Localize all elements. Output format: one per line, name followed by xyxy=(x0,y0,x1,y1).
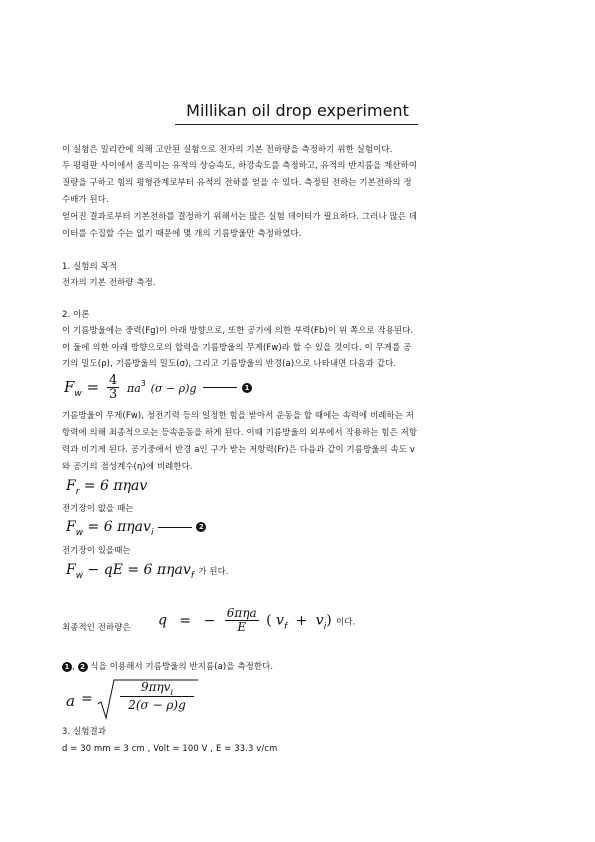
eq6-num-sub: i xyxy=(170,688,174,697)
eq4-lhs: F xyxy=(66,562,76,578)
label-no-field: 전기장이 없을 때는 xyxy=(62,503,134,513)
eq6-equals: = xyxy=(81,691,93,707)
intro-line-5: 얻어진 결과로부터 기본전하를 결정하기 위해서는 많은 실험 데이터가 필요하다. 그러나 많은 데 xyxy=(62,211,418,221)
eq5-frac-num: 6πηa xyxy=(226,606,257,620)
eq1-frac-den: 3 xyxy=(108,387,118,402)
intro-line-4: 수배가 된다. xyxy=(62,194,109,204)
theory-line-2: 이 둘에 의한 아래 방향으로의 합력을 기름방울의 무게(Fw)라 할 수 있을 것이다. 이 무게를 공 xyxy=(62,342,412,352)
eq4-lhs-sub: w xyxy=(75,571,84,581)
eq6-den: 2(σ − ρ)g xyxy=(120,696,194,712)
drag-line-3: 력과 비기게 된다. 공기중에서 반경 a인 구가 받는 저항력(Fr)은 다음과 같이 기름방울의 속도 v xyxy=(62,444,415,454)
equation-weight xyxy=(64,374,252,401)
eq5-v1: v xyxy=(276,612,284,629)
intro-line-6: 이터를 수집할 수는 없기 때문에 몇 개의 기름방울만 측정하였다. xyxy=(62,228,302,238)
section1-text: 전자의 기본 전하량 측정. xyxy=(62,277,156,287)
eq3-rhs-sub: i xyxy=(150,528,154,538)
equation-field xyxy=(66,562,229,581)
eq5-paren-open: ( xyxy=(266,612,272,629)
eq6-num: 9πηv xyxy=(140,680,171,694)
equation-drag xyxy=(66,478,148,497)
eq1-fraction xyxy=(107,374,119,401)
eq1-lhs: F xyxy=(64,378,75,396)
eq5-v1-sub: f xyxy=(283,621,288,632)
final-charge-label: 최종적인 전하량은 xyxy=(62,622,131,632)
eq1-power: 3 xyxy=(140,379,146,388)
eq5-paren-close: ) xyxy=(326,612,332,629)
eq5-plus: + xyxy=(295,612,308,629)
radius-marker-2: 2 xyxy=(78,662,88,672)
drag-line-1: 기름방울이 무게(Fw), 정전기력 등의 일정한 힘을 받아서 운동을 할 때에는 속력에 비례하는 저 xyxy=(62,410,415,420)
section3-heading: 3. 실험결과 xyxy=(62,726,107,736)
eq2-rhs: = 6 πηav xyxy=(83,478,148,494)
eq1-body: πa xyxy=(127,382,141,395)
eq3-leader-line xyxy=(158,527,192,528)
radius-sentence: 1 , 2 식을 이용해서 기름방울의 반지름(a)을 측정한다. xyxy=(62,661,273,672)
drag-line-2: 항력에 의해 최종적으로는 등속운동을 하게 된다. 이때 기름방울의 외부에서 작용하는 힘은 저항 xyxy=(62,427,418,437)
radius-marker-1: 1 xyxy=(62,662,72,672)
page-title: Millikan oil drop experiment xyxy=(186,101,409,120)
eq2-lhs-sub: r xyxy=(75,487,80,497)
eq4-mid-sub: f xyxy=(190,571,194,581)
section3-text: d = 30 mm = 3 cm , Volt = 100 V , E = 33.3 v/cm xyxy=(62,743,278,753)
eq2-lhs: F xyxy=(66,478,76,494)
theory-line-3: 기의 밀도(ρ), 기름방울의 밀도(σ), 그리고 기름방울의 반경(a)으로 나타내면 다음과 같다. xyxy=(62,358,397,368)
eq3-lhs-sub: w xyxy=(75,528,84,538)
eq3-rhs: = 6 πηav xyxy=(87,519,151,535)
eq6-num-wrap xyxy=(120,680,194,697)
eq6-lhs: a xyxy=(66,692,75,710)
eq5-v2-sub: i xyxy=(323,621,327,632)
equation-charge xyxy=(158,607,355,634)
intro-line-2: 두 평평판 사이에서 움직이는 유적의 상승속도, 하강속도를 측정하고, 유적의 반지름을 계산하여 xyxy=(62,160,418,170)
eq5-equals: = xyxy=(179,612,192,629)
eq1-lhs-sub: w xyxy=(74,389,82,399)
eq1-equals: = xyxy=(86,378,100,396)
eq4-tail: 가 된다. xyxy=(198,566,229,576)
eq5-minus: − xyxy=(203,612,216,629)
eq3-lhs: F xyxy=(66,519,76,535)
radius-sentence-text: 식을 이용해서 기름방울의 반지름(a)을 측정한다. xyxy=(87,661,274,671)
equation-radius xyxy=(66,676,266,724)
eq5-fraction xyxy=(225,607,259,634)
eq1-leader-line xyxy=(203,387,237,388)
section1-heading: 1. 실험의 목적 xyxy=(62,261,118,271)
equation-no-field xyxy=(66,519,206,538)
label-field: 전기장이 있을때는 xyxy=(62,545,131,555)
theory-line-1: 이 기름방울에는 중력(Fg)이 아래 방향으로, 또한 공기에 의한 부력(Fb)이 위 쪽으로 작용된다. xyxy=(62,325,414,335)
eq5-tail: 이다. xyxy=(336,616,356,627)
eq6-fraction xyxy=(120,680,194,712)
intro-line-1: 이 실험은 밀리칸에 의해 고안된 실험으로 전자의 기본 전하량을 측정하기 위한 실험이다. xyxy=(62,144,393,154)
drag-line-4: 와 공기의 점성계수(η)에 비례한다. xyxy=(62,461,193,471)
eq5-frac-den: E xyxy=(225,620,259,634)
eq3-marker: 2 xyxy=(196,522,206,532)
section2-heading: 2. 이론 xyxy=(62,309,90,319)
eq1-marker: 1 xyxy=(242,383,252,393)
eq1-rest: (σ − ρ)g xyxy=(150,382,197,395)
eq5-v2: v xyxy=(315,612,324,629)
eq1-frac-num: 4 xyxy=(108,373,118,388)
eq5-lhs: q xyxy=(158,612,167,629)
intro-line-3: 질량을 구하고 힘의 평형관계로부터 유적의 전하를 얻을 수 있다. 측정된 전하는 기본전하의 정 xyxy=(62,177,412,187)
title-underline xyxy=(175,124,418,125)
eq4-mid: − qE = 6 πηav xyxy=(87,562,191,578)
